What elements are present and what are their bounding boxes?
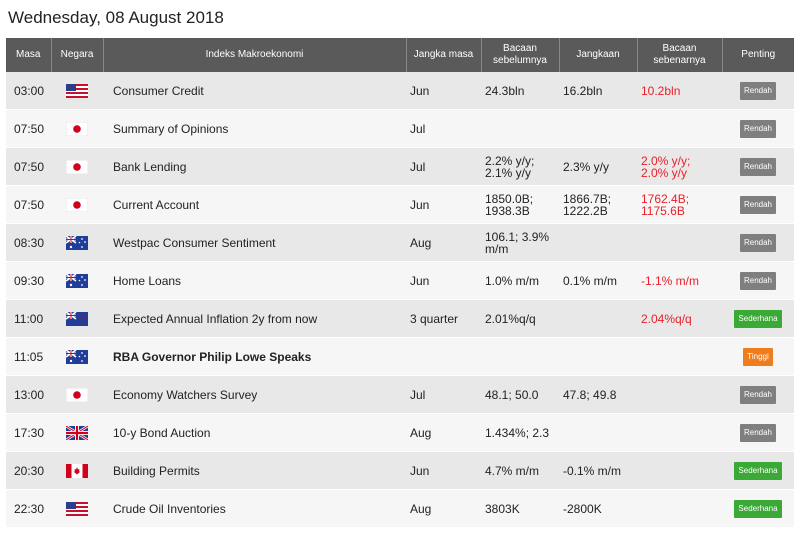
event-period: Jun <box>406 186 481 224</box>
importance-cell <box>722 262 794 300</box>
importance-badge: Rendah <box>740 272 776 290</box>
event-forecast: 47.8; 49.8 <box>559 376 637 414</box>
event-previous: 2.2% y/y; 2.1% y/y <box>481 148 559 186</box>
event-actual <box>637 338 722 376</box>
event-name[interactable]: RBA Governor Philip Lowe Speaks <box>103 338 406 376</box>
economic-calendar-table <box>6 38 794 528</box>
event-period: Jul <box>406 376 481 414</box>
event-actual: 2.04%q/q <box>637 300 722 338</box>
event-period: Aug <box>406 414 481 452</box>
event-name[interactable]: Home Loans <box>103 262 406 300</box>
event-actual <box>637 452 722 490</box>
event-name[interactable]: 10-y Bond Auction <box>103 414 406 452</box>
importance-cell <box>722 300 794 338</box>
header-importance: Penting <box>722 38 794 72</box>
header-time: Masa <box>6 38 51 72</box>
event-time: 07:50 <box>6 110 51 148</box>
australia-flag-icon <box>51 224 103 262</box>
table-row <box>6 376 794 414</box>
event-forecast: -2800K <box>559 490 637 528</box>
event-actual <box>637 490 722 528</box>
header-event: Indeks Makroekonomi <box>103 38 406 72</box>
header-previous: Bacaan sebelumnya <box>481 38 559 72</box>
event-actual: 1762.4B; 1175.6B <box>637 186 722 224</box>
importance-badge: Rendah <box>740 82 776 100</box>
table-row <box>6 452 794 490</box>
japan-flag-icon <box>51 148 103 186</box>
event-time: 11:05 <box>6 338 51 376</box>
event-actual: 10.2bln <box>637 72 722 110</box>
importance-cell <box>722 338 794 376</box>
importance-cell <box>722 414 794 452</box>
australia-flag-icon <box>51 338 103 376</box>
page-title: Wednesday, 08 August 2018 <box>8 8 224 27</box>
event-period: Jul <box>406 148 481 186</box>
event-time: 07:50 <box>6 148 51 186</box>
event-time: 22:30 <box>6 490 51 528</box>
event-name[interactable]: Bank Lending <box>103 148 406 186</box>
event-forecast <box>559 110 637 148</box>
header-period: Jangka masa <box>406 38 481 72</box>
event-period: 3 quarter <box>406 300 481 338</box>
event-actual: 2.0% y/y; 2.0% y/y <box>637 148 722 186</box>
event-previous: 24.3bln <box>481 72 559 110</box>
importance-cell <box>722 186 794 224</box>
event-period: Jul <box>406 110 481 148</box>
importance-badge: Rendah <box>740 386 776 404</box>
event-previous: 1850.0B; 1938.3B <box>481 186 559 224</box>
event-previous: 4.7% m/m <box>481 452 559 490</box>
event-name[interactable]: Summary of Opinions <box>103 110 406 148</box>
importance-badge: Sederhana <box>734 310 781 328</box>
event-name[interactable]: Westpac Consumer Sentiment <box>103 224 406 262</box>
table-row <box>6 186 794 224</box>
event-time: 13:00 <box>6 376 51 414</box>
event-actual: -1.1% m/m <box>637 262 722 300</box>
event-previous <box>481 110 559 148</box>
table-row <box>6 414 794 452</box>
event-period <box>406 338 481 376</box>
event-time: 03:00 <box>6 72 51 110</box>
importance-cell <box>722 72 794 110</box>
new-zealand-flag-icon <box>51 300 103 338</box>
uk-flag-icon <box>51 414 103 452</box>
event-forecast <box>559 414 637 452</box>
importance-badge: Rendah <box>740 424 776 442</box>
importance-cell <box>722 376 794 414</box>
event-time: 09:30 <box>6 262 51 300</box>
table-row <box>6 262 794 300</box>
event-name[interactable]: Building Permits <box>103 452 406 490</box>
us-flag-icon <box>51 490 103 528</box>
event-time: 07:50 <box>6 186 51 224</box>
table-row <box>6 72 794 110</box>
event-forecast: 1866.7B; 1222.2B <box>559 186 637 224</box>
importance-badge: Sederhana <box>734 462 781 480</box>
header-forecast: Jangkaan <box>559 38 637 72</box>
event-previous: 1.434%; 2.3 <box>481 414 559 452</box>
canada-flag-icon <box>51 452 103 490</box>
event-name[interactable]: Crude Oil Inventories <box>103 490 406 528</box>
event-name[interactable]: Economy Watchers Survey <box>103 376 406 414</box>
event-time: 11:00 <box>6 300 51 338</box>
event-actual <box>637 376 722 414</box>
event-period: Jun <box>406 452 481 490</box>
us-flag-icon <box>51 72 103 110</box>
event-previous <box>481 338 559 376</box>
event-previous: 3803K <box>481 490 559 528</box>
event-forecast <box>559 338 637 376</box>
table-row <box>6 224 794 262</box>
table-row <box>6 490 794 528</box>
event-forecast <box>559 224 637 262</box>
event-forecast: 0.1% m/m <box>559 262 637 300</box>
event-time: 17:30 <box>6 414 51 452</box>
table-row <box>6 110 794 148</box>
header-actual: Bacaan sebenarnya <box>637 38 722 72</box>
event-name[interactable]: Current Account <box>103 186 406 224</box>
event-previous: 48.1; 50.0 <box>481 376 559 414</box>
importance-cell <box>722 224 794 262</box>
event-period: Aug <box>406 224 481 262</box>
event-period: Aug <box>406 490 481 528</box>
event-actual <box>637 414 722 452</box>
event-previous: 2.01%q/q <box>481 300 559 338</box>
importance-cell <box>722 148 794 186</box>
event-actual <box>637 110 722 148</box>
importance-badge: Tinggi <box>743 348 773 366</box>
importance-badge: Sederhana <box>734 500 781 518</box>
importance-cell <box>722 110 794 148</box>
event-forecast: 16.2bln <box>559 72 637 110</box>
importance-badge: Rendah <box>740 196 776 214</box>
header-row <box>6 38 794 72</box>
event-previous: 1.0% m/m <box>481 262 559 300</box>
table-row <box>6 338 794 376</box>
importance-badge: Rendah <box>740 158 776 176</box>
event-forecast: -0.1% m/m <box>559 452 637 490</box>
event-previous: 106.1; 3.9% m/m <box>481 224 559 262</box>
event-name[interactable]: Expected Annual Inflation 2y from now <box>103 300 406 338</box>
australia-flag-icon <box>51 262 103 300</box>
japan-flag-icon <box>51 186 103 224</box>
table-row <box>6 300 794 338</box>
table-row <box>6 148 794 186</box>
header-country: Negara <box>51 38 103 72</box>
importance-cell <box>722 490 794 528</box>
event-period: Jun <box>406 72 481 110</box>
event-forecast <box>559 300 637 338</box>
event-time: 08:30 <box>6 224 51 262</box>
event-period: Jun <box>406 262 481 300</box>
importance-badge: Rendah <box>740 234 776 252</box>
importance-cell <box>722 452 794 490</box>
event-time: 20:30 <box>6 452 51 490</box>
importance-badge: Rendah <box>740 120 776 138</box>
japan-flag-icon <box>51 376 103 414</box>
japan-flag-icon <box>51 110 103 148</box>
event-actual <box>637 224 722 262</box>
event-forecast: 2.3% y/y <box>559 148 637 186</box>
event-name[interactable]: Consumer Credit <box>103 72 406 110</box>
